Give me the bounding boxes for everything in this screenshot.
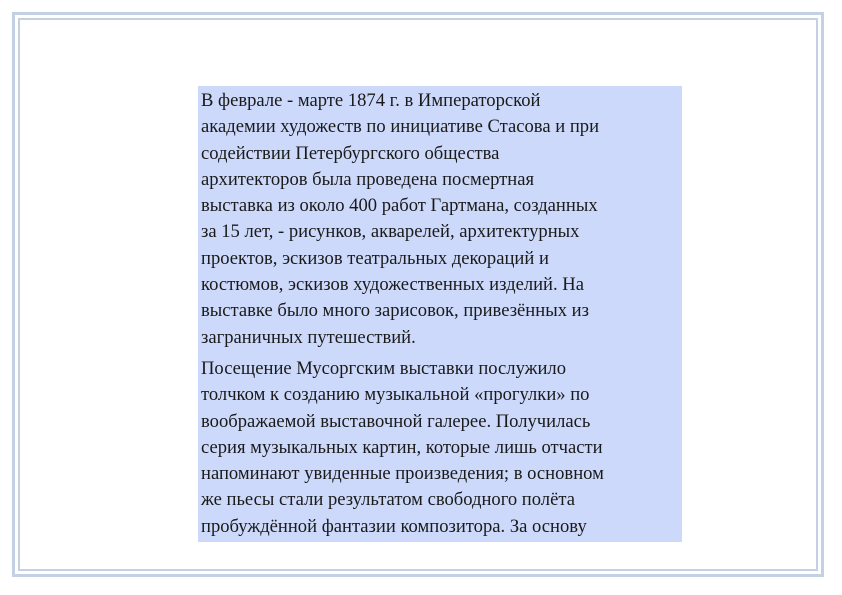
paragraph-1 <box>201 88 678 351</box>
text-line: пробуждённой фантазии композитора. За основу <box>201 515 587 537</box>
text-line: серия музыкальных картин, которые лишь отчасти <box>201 436 603 458</box>
text-line: толчком к созданию музыкальной «прогулки» по <box>201 384 590 406</box>
text-line: выставка из около 400 работ Гартмана, созданных <box>201 195 598 217</box>
text-line: содействии Петербургского общества <box>201 142 500 164</box>
text-line: выставке было много зарисовок, привезённых из <box>201 300 589 322</box>
paragraph-2 <box>201 356 678 540</box>
text-line: В феврале - марте 1874 г. в Императорской <box>201 90 541 111</box>
text-line: архитекторов была проведена посмертная <box>201 168 534 190</box>
text-line: проектов, эскизов театральных декораций и <box>201 247 549 269</box>
text-line: академии художеств по инициативе Стасова и при <box>201 116 600 138</box>
text-line: Посещение Мусоргским выставки послужило <box>201 357 566 379</box>
text-line: воображаемой выставочной галерее. Получилась <box>201 410 591 432</box>
text-line: за 15 лет, - рисунков, акварелей, архитектурных <box>201 221 580 243</box>
text-line: напоминают увиденные произведения; в основном <box>201 463 604 485</box>
text-line: же пьесы стали результатом свободного полёта <box>201 489 575 511</box>
text-box <box>198 86 682 542</box>
text-line: костюмов, эскизов художественных изделий. На <box>201 274 584 296</box>
text-line: заграничных путешествий. <box>201 326 416 348</box>
